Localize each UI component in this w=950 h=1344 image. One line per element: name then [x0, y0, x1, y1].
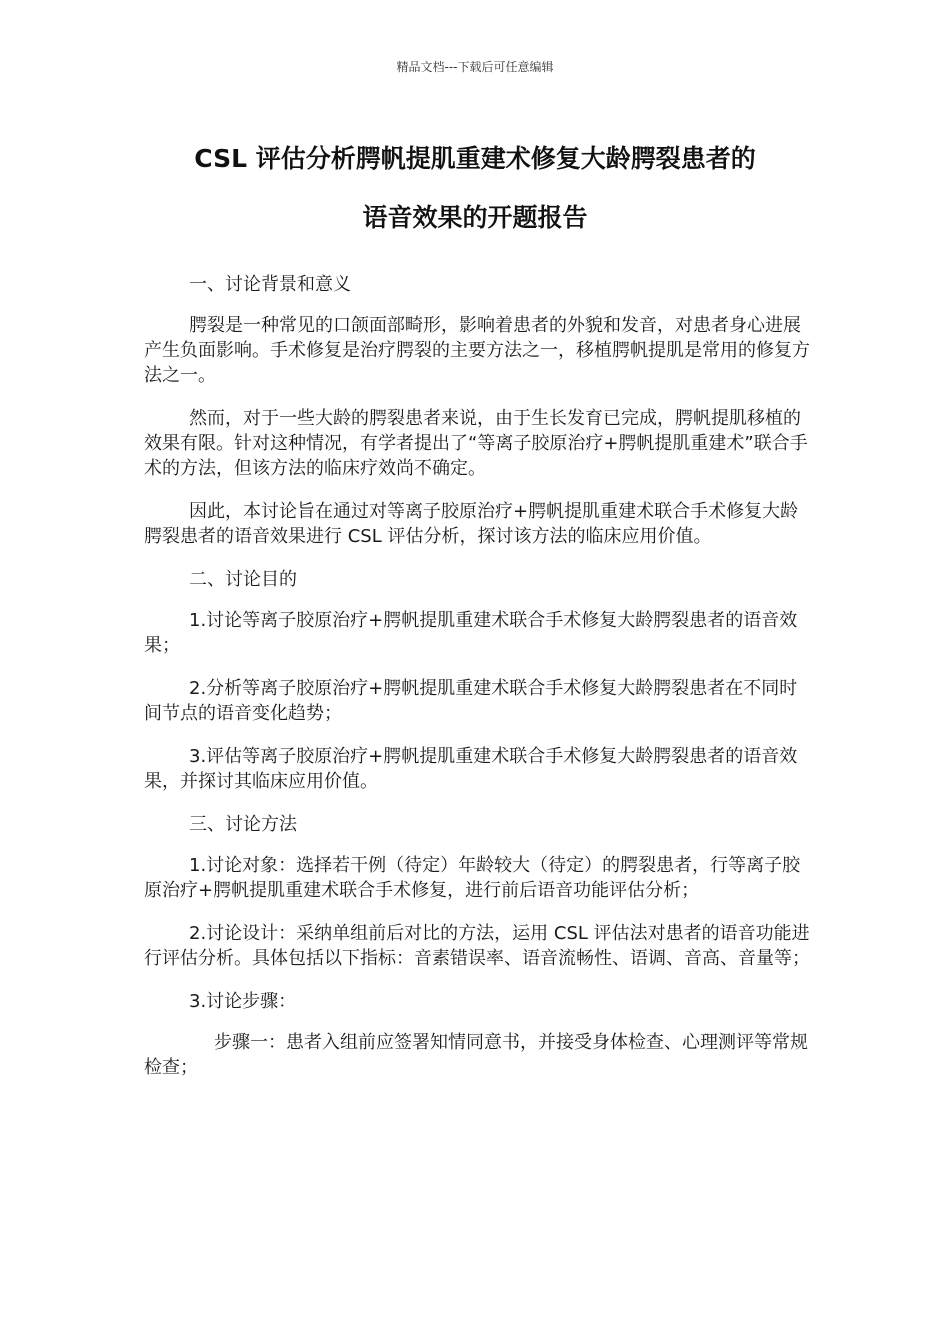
list-item-purpose-3: 3.评估等离子胶原治疗+腭帆提肌重建术联合手术修复大龄腭裂患者的语音效果，并探讨其临床应用价值。	[144, 746, 798, 792]
document-body	[144, 272, 810, 1098]
section-heading-background: 一、讨论背景和意义	[189, 274, 351, 295]
paragraph-background-1: 腭裂是一种常见的口颌面部畸形，影响着患者的外貌和发音，对患者身心进展产生负面影响。手术修复是治疗腭裂的主要方法之一，移植腭帆提肌是常用的修复方法之一。	[144, 315, 810, 386]
section-heading-purpose: 二、讨论目的	[189, 569, 297, 590]
document-title-line-2: 语音效果的开题报告	[362, 203, 588, 232]
header-note: 精品文档---下载后可任意编辑	[396, 60, 554, 74]
step-one-paragraph: 步骤一：患者入组前应签署知情同意书，并接受身体检查、心理测评等常规检查；	[144, 1032, 808, 1078]
paragraph-background-2: 然而，对于一些大龄的腭裂患者来说，由于生长发育已完成，腭帆提肌移植的效果有限。针对这种情况，有学者提出了“等离子胶原治疗+腭帆提肌重建术”联合手术的方法，但该方法的临床疗效尚不确定。	[144, 408, 808, 479]
document-title-line-1: CSL 评估分析腭帆提肌重建术修复大龄腭裂患者的	[194, 144, 756, 173]
list-item-method-1: 1.讨论对象：选择若干例（待定）年龄较大（待定）的腭裂患者，行等离子胶原治疗+腭帆提肌重建术联合手术修复，进行前后语音功能评估分析；	[144, 855, 801, 901]
section-heading-method: 三、讨论方法	[189, 814, 297, 835]
list-item-method-2: 2.讨论设计：采纳单组前后对比的方法，运用 CSL 评估法对患者的语音功能进行评估分析。具体包括以下指标：音素错误率、语音流畅性、语调、音高、音量等；	[144, 923, 810, 969]
list-item-purpose-1: 1.讨论等离子胶原治疗+腭帆提肌重建术联合手术修复大龄腭裂患者的语音效果；	[144, 610, 798, 656]
list-item-method-3: 3.讨论步骤：	[189, 991, 297, 1012]
paragraph-background-3: 因此，本讨论旨在通过对等离子胶原治疗+腭帆提肌重建术联合手术修复大龄腭裂患者的语音效果进行 CSL 评估分析，探讨该方法的临床应用价值。	[144, 501, 799, 547]
list-item-purpose-2: 2.分析等离子胶原治疗+腭帆提肌重建术联合手术修复大龄腭裂患者在不同时间节点的语音变化趋势；	[144, 678, 798, 724]
